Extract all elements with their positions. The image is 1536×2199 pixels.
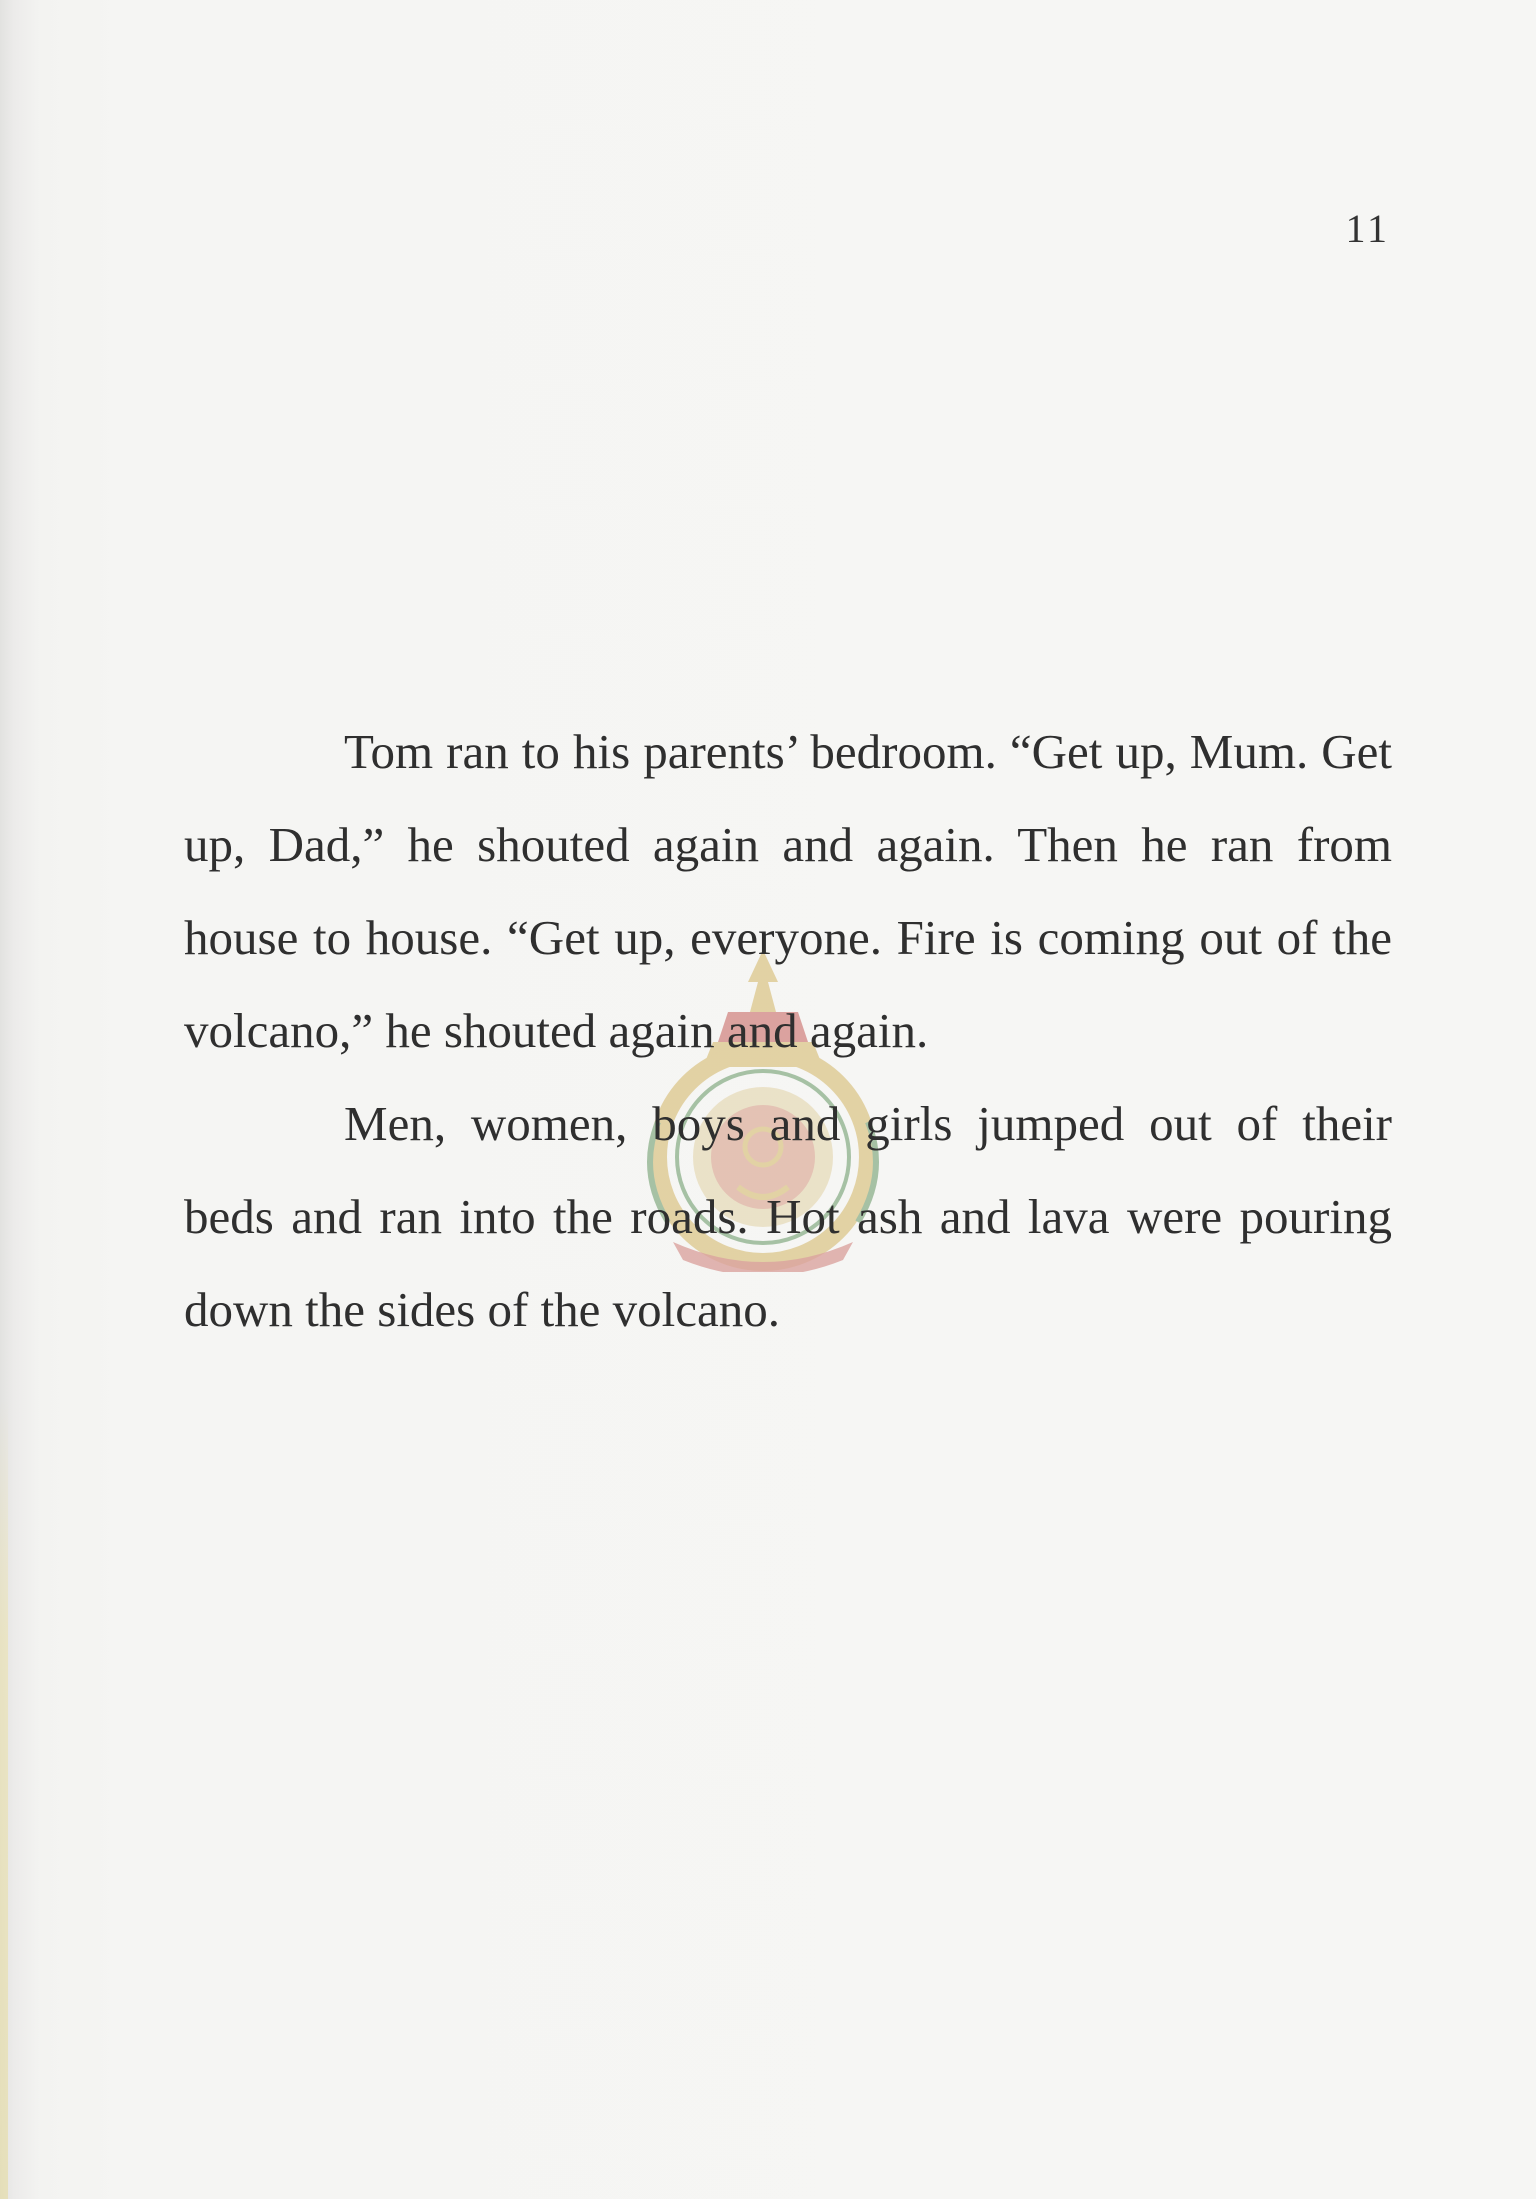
paragraph-1: Tom ran to his parents’ bedroom. “Get up, Mum. Get up, Dad,” he shouted again and again. Then he ran from house to house. “Get up, everyone. Fire is coming out of the volcano,” he shouted again and again. xyxy=(184,724,1392,1058)
paragraph-2: Men, women, boys and girls jumped out of their beds and ran into the roads. Hot ash and lava were pouring down the sides of the volcano. xyxy=(184,1096,1392,1337)
page-number: 11 xyxy=(1345,206,1390,251)
page-edge-tint xyxy=(0,1400,8,2199)
story-text xyxy=(184,705,1392,1356)
